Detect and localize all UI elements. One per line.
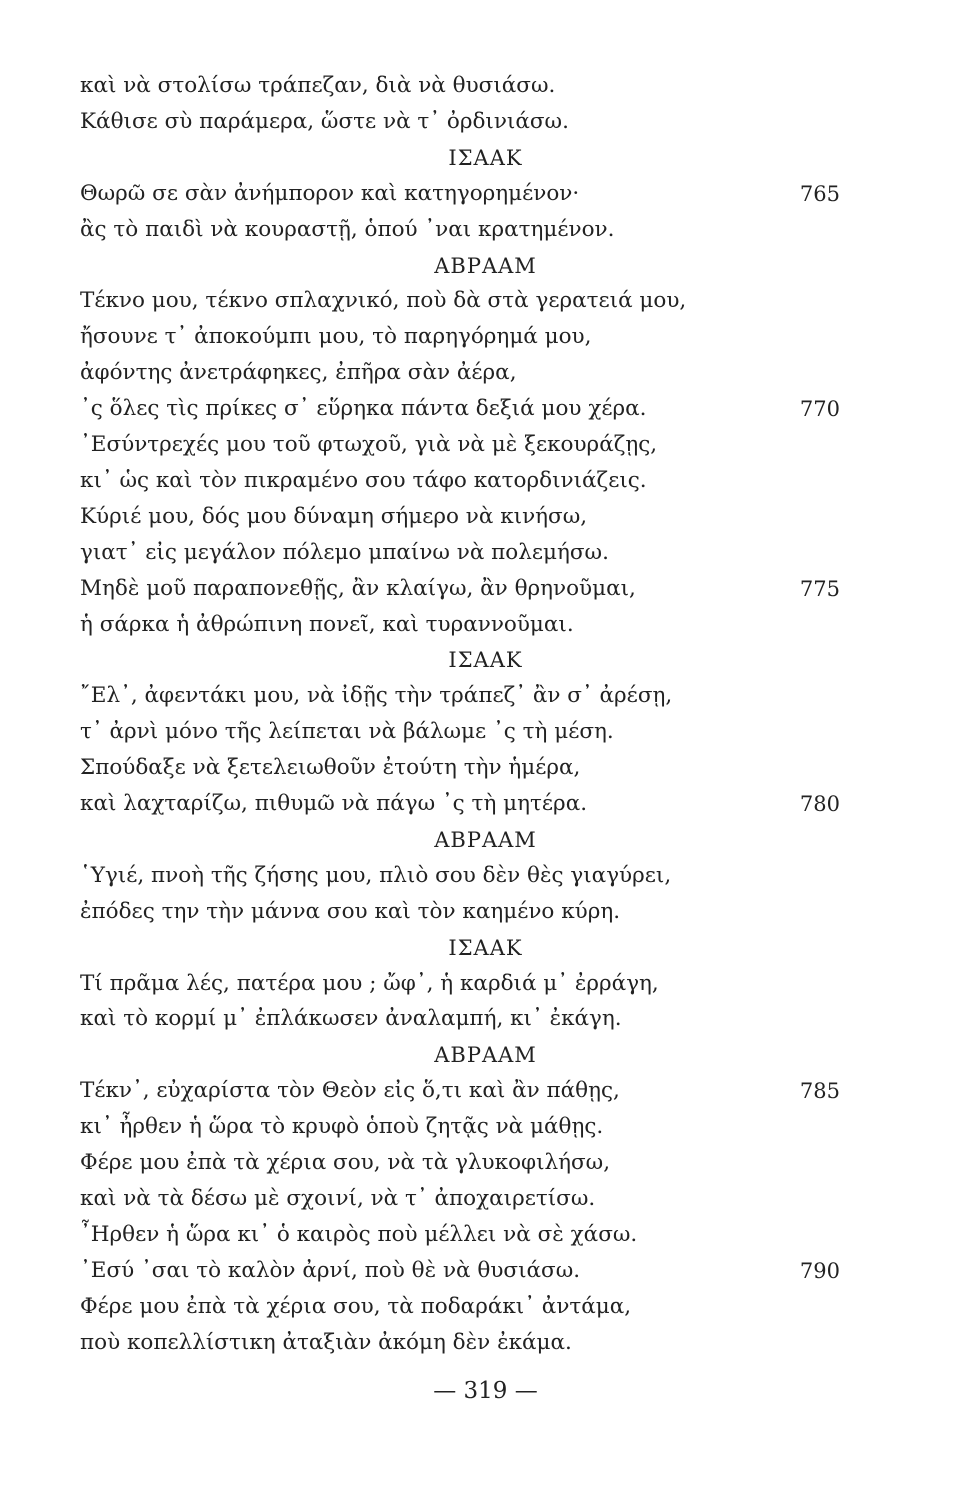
speaker-heading: ΑΒΡΑΑΜ [434, 1043, 537, 1067]
line-number: 785 [799, 1079, 840, 1103]
verse-line: ἂς τὸ παιδὶ νὰ κουραστῇ, ὁπού ᾽ναι κρατημένον. [80, 217, 615, 242]
speaker-heading: ΙΣΑΑΚ [448, 648, 523, 672]
line-number: 790 [799, 1259, 840, 1283]
verse-line: Φέρε μου ἐπὰ τὰ χέρια σου, τὰ ποδαράκι᾽ ἀντάμα, [80, 1294, 632, 1319]
line-number: 765 [799, 182, 840, 206]
line-number: 775 [799, 577, 840, 601]
verse-line: καὶ τὸ κορμί μ᾽ ἐπλάκωσεν ἀναλαμπή, κι᾽ ἐκάγη. [80, 1006, 622, 1031]
verse-line: κι᾽ ἦρθεν ἡ ὥρα τὸ κρυφὸ ὁποὺ ζητᾷς νὰ μάθῃς. [80, 1114, 604, 1139]
speaker-heading: ΙΣΑΑΚ [448, 936, 523, 960]
verse-line: ποὺ κοπελλίστικη ἀταξιὰν ἀκόμη δὲν ἐκάμα. [80, 1330, 572, 1355]
verse-line: γιατ᾽ εἰς μεγάλον πόλεμο μπαίνω νὰ πολεμήσω. [80, 540, 609, 565]
verse-line: ῏Ηρθεν ἡ ὥρα κι᾽ ὁ καιρὸς ποὺ μέλλει νὰ σὲ χάσω. [80, 1222, 638, 1247]
verse-line: τ᾽ ἀρνὶ μόνο τῆς λείπεται νὰ βάλωμε ᾽ς τὴ μέση. [80, 719, 614, 744]
verse-line: Τέκν᾽, εὐχαρίστα τὸν Θεὸν εἰς ὅ,τι καὶ ἂν πάθῃς, [80, 1078, 620, 1103]
verse-line: κι᾽ ὡς καὶ τὸν πικραμένο σου τάφο κατορδινιάζεις. [80, 468, 647, 493]
page-number: — 319 — [433, 1378, 538, 1404]
verse-line: ᾽Εσύντρεχές μου τοῦ φτωχοῦ, γιὰ νὰ μὲ ξεκουράζῃς, [80, 432, 658, 457]
verse-line: Κύριέ μου, δός μου δύναμη σήμερο νὰ κινήσω, [80, 504, 588, 529]
verse-line: Φέρε μου ἐπὰ τὰ χέρια σου, νὰ τὰ γλυκοφιλήσω, [80, 1150, 611, 1175]
speaker-heading: ΑΒΡΑΑΜ [434, 828, 537, 852]
verse-line: καὶ νὰ στολίσω τράπεζαν, διὰ νὰ θυσιάσω. [80, 73, 556, 98]
verse-line: Μηδὲ μοῦ παραπονεθῇς, ἂν κλαίγω, ἂν θρηνοῦμαι, [80, 576, 636, 601]
verse-line: Τέκνο μου, τέκνο σπλαχνικό, ποὺ δὰ στὰ γερατειά μου, [80, 288, 687, 313]
speaker-heading: ΙΣΑΑΚ [448, 146, 523, 170]
verse-line: ᾽Εσύ ᾽σαι τὸ καλὸν ἀρνί, ποὺ θὲ νὰ θυσιάσω. [80, 1258, 581, 1283]
verse-line: ᾽ς ὅλες τὶς πρίκες σ᾽ εὕρηκα πάντα δεξιά μου χέρα. [80, 396, 647, 421]
speaker-heading: ΑΒΡΑΑΜ [434, 254, 537, 278]
verse-line: καὶ νὰ τὰ δέσω μὲ σχοινί, νὰ τ᾽ ἀποχαιρετίσω. [80, 1186, 596, 1211]
verse-line: Κάθισε σὺ παράμερα, ὥστε νὰ τ᾽ ὀρδινιάσω. [80, 109, 569, 134]
verse-line: Θωρῶ σε σὰν ἀνήμπορον καὶ κατηγορημένον· [80, 181, 580, 206]
line-number: 780 [799, 792, 840, 816]
verse-line: ῾Υγιέ, πνοὴ τῆς ζήσης μου, πλιὸ σου δὲν θὲς γιαγύρει, [80, 863, 672, 888]
line-number: 770 [799, 397, 840, 421]
verse-line: ῎Ελ᾽, ἀφεντάκι μου, νὰ ἰδῇς τὴν τράπεζ᾽ ἂν σ᾽ ἀρέσῃ, [80, 683, 673, 708]
verse-line: Τί πρᾶμα λές, πατέρα μου ; ὤφ᾽, ἡ καρδιά μ᾽ ἐρράγη, [80, 971, 659, 996]
verse-line: ἤσουνε τ᾽ ἀποκούμπι μου, τὸ παρηγόρημά μου, [80, 324, 592, 349]
verse-line: ἐπόδες την τὴν μάννα σου καὶ τὸν καημένο κύρη. [80, 899, 621, 924]
verse-line: ἡ σάρκα ἡ ἀθρώπινη πονεῖ, καὶ τυραννοῦμαι. [80, 612, 574, 637]
verse-line: Σπούδαξε νὰ ξετελειωθοῦν ἐτούτη τὴν ἡμέρα, [80, 755, 581, 780]
verse-line: καὶ λαχταρίζω, πιθυμῶ νὰ πάγω ᾽ς τὴ μητέρα. [80, 791, 588, 816]
verse-line: ἀφόντης ἀνετράφηκες, ἐπῆρα σὰν ἀέρα, [80, 360, 517, 385]
